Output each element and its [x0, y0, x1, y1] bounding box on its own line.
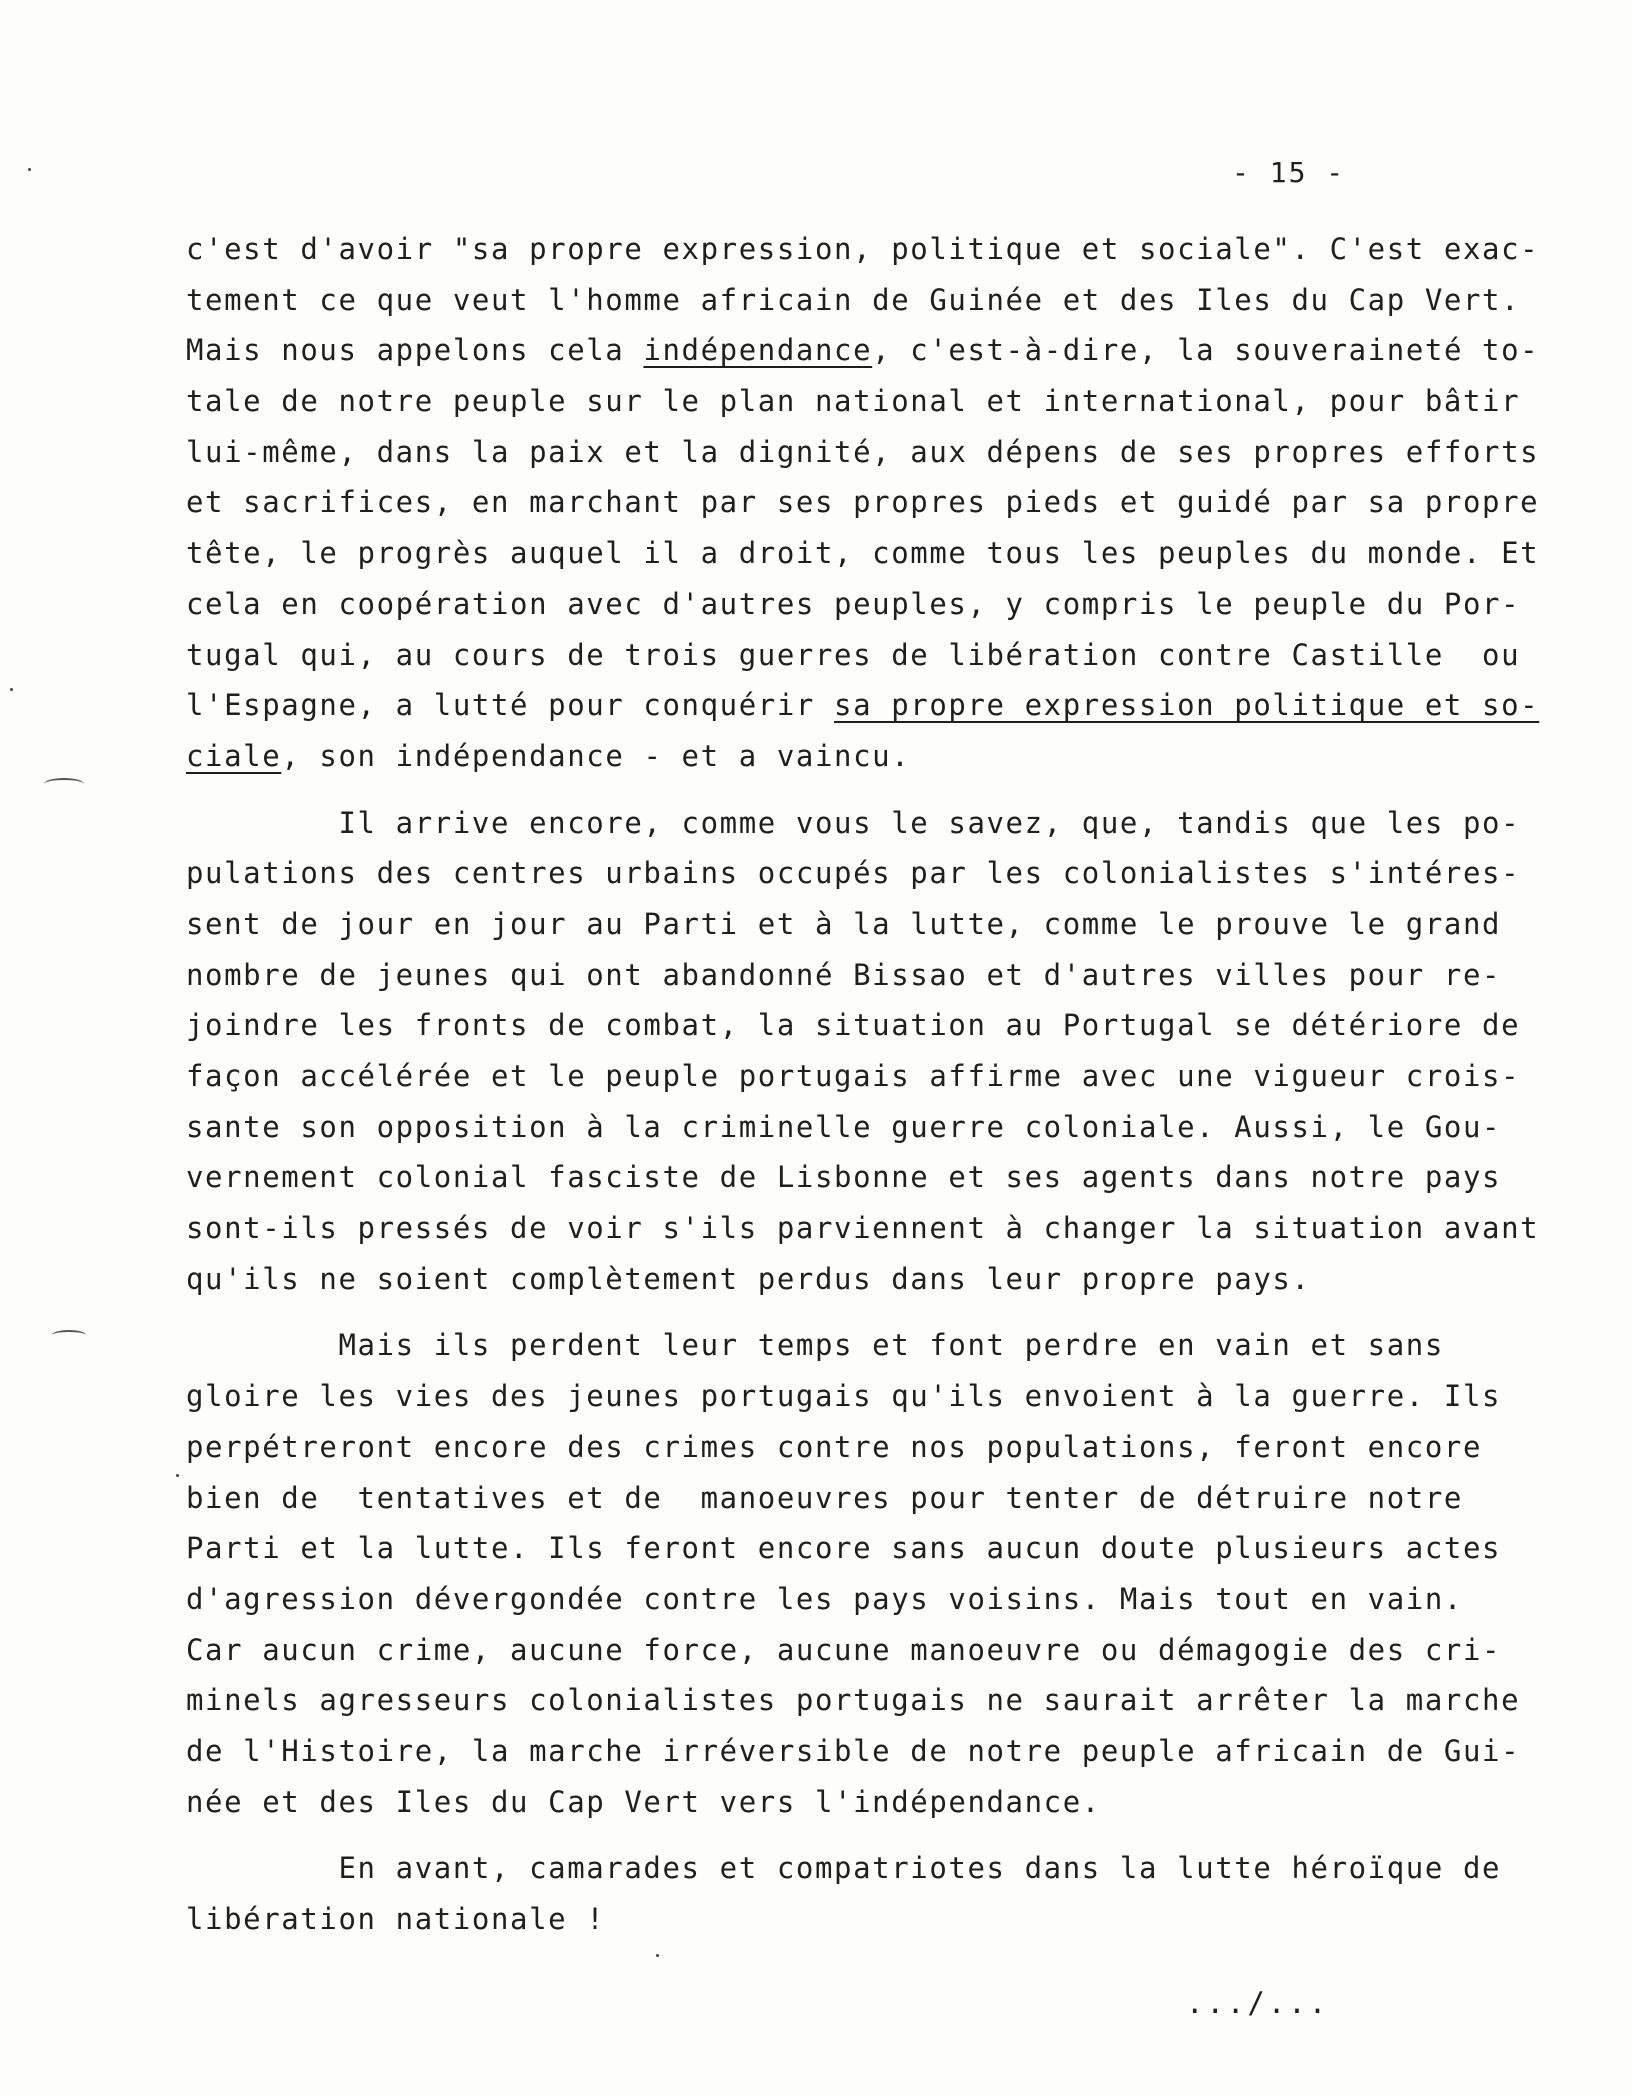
- text-line: [186, 1051, 1586, 1102]
- underlined-text: sa propre expression politique et so-: [834, 688, 1540, 723]
- text-segment: Car aucun crime, aucune force, aucune manoeuvre ou démagogie des cri-: [186, 1632, 1502, 1667]
- text-segment: libération nationale !: [186, 1902, 606, 1936]
- text-segment: façon accélérée et le peuple portugais affirme avec une vigueur crois-: [186, 1059, 1521, 1093]
- text-line: [186, 427, 1586, 478]
- text-line: [186, 224, 1586, 275]
- text-segment: et sacrifices, en marchant par ses propres pieds et guidé par sa propre: [186, 485, 1540, 520]
- text-line: [186, 1894, 1586, 1945]
- text-segment: pulations des centres urbains occupés par les colonialistes s'intéres-: [186, 856, 1521, 891]
- text-line: [186, 680, 1586, 731]
- text-segment: tugal qui, au cours de trois guerres de libération contre Castille ou: [186, 637, 1521, 672]
- paragraph: [186, 224, 1586, 782]
- text-line: [186, 899, 1586, 950]
- text-segment: joindre les fronts de combat, la situation au Portugal se détériore de: [186, 1008, 1521, 1043]
- text-segment: Mais ils perdent leur temps et font perdre en vain et sans: [186, 1328, 1444, 1363]
- body-text: [186, 224, 1586, 1945]
- text-segment: qu'ils ne soient complètement perdus dans leur propre pays.: [186, 1261, 1311, 1296]
- paragraph-gap: [186, 782, 1586, 798]
- text-line: [186, 579, 1586, 630]
- text-segment: Il arrive encore, comme vous le savez, que, tandis que les po-: [186, 805, 1521, 840]
- text-segment: Parti et la lutte. Ils feront encore sans aucun doute plusieurs actes: [186, 1531, 1502, 1566]
- text-line: [186, 376, 1586, 427]
- text-line: [186, 1843, 1586, 1894]
- text-line: [186, 477, 1586, 528]
- text-segment: née et des Iles du Cap Vert vers l'indépendance.: [186, 1784, 1101, 1819]
- scan-dot: [656, 1954, 659, 1957]
- text-line: [186, 1523, 1586, 1574]
- text-segment: , c'est-à-dire, la souveraineté to-: [872, 333, 1540, 368]
- text-segment: perpétreront encore des crimes contre nos populations, feront encore: [186, 1429, 1483, 1464]
- text-line: [186, 848, 1586, 899]
- text-line: [186, 1726, 1586, 1777]
- underlined-text: indépendance: [643, 333, 873, 368]
- text-segment: bien de tentatives et de manoeuvres pour tenter de détruire notre: [186, 1480, 1463, 1515]
- text-segment: cela en coopération avec d'autres peuples, y compris le peuple du Por-: [186, 586, 1521, 621]
- text-line: [186, 1625, 1586, 1676]
- paragraph-gap: [186, 1827, 1586, 1843]
- scan-dot: [10, 688, 13, 691]
- paragraph: [186, 1843, 1586, 1944]
- text-line: [186, 1000, 1586, 1051]
- text-line: [186, 1254, 1586, 1305]
- scan-mark: [52, 1330, 86, 1340]
- text-line: [186, 1777, 1586, 1828]
- text-line: [186, 528, 1586, 579]
- text-segment: sont-ils pressés de voir s'ils parviennent à changer la situation avant: [186, 1211, 1540, 1246]
- text-line: [186, 275, 1586, 326]
- page-number: - 15 -: [1232, 156, 1346, 189]
- text-line: [186, 1203, 1586, 1254]
- scan-dot: [28, 168, 31, 171]
- text-segment: d'agression dévergondée contre les pays voisins. Mais tout en vain.: [186, 1581, 1463, 1616]
- text-segment: vernement colonial fasciste de Lisbonne et ses agents dans notre pays: [186, 1160, 1502, 1195]
- text-segment: sante son opposition à la criminelle guerre coloniale. Aussi, le Gou-: [186, 1109, 1502, 1144]
- paragraph-gap: [186, 1304, 1586, 1320]
- text-line: [186, 1574, 1586, 1625]
- text-line: [186, 1675, 1586, 1726]
- text-segment: tement ce que veut l'homme africain de Guinée et des Iles du Cap Vert.: [186, 282, 1521, 317]
- text-line: [186, 1422, 1586, 1473]
- text-segment: , son indépendance - et a vaincu.: [281, 738, 911, 773]
- paragraph: [186, 798, 1586, 1305]
- text-segment: En avant, camarades et compatriotes dans la lutte héroïque de: [186, 1851, 1502, 1886]
- text-segment: c'est d'avoir "sa propre expression, politique et sociale". C'est exac-: [186, 232, 1540, 266]
- scan-mark: [44, 778, 84, 790]
- text-line: [186, 1320, 1586, 1371]
- text-segment: gloire les vies des jeunes portugais qu'ils envoient à la guerre. Ils: [186, 1379, 1502, 1414]
- text-line: [186, 1152, 1586, 1203]
- text-segment: minels agresseurs colonialistes portugais ne saurait arrêter la marche: [186, 1683, 1521, 1718]
- text-segment: tale de notre peuple sur le plan national et international, pour bâtir: [186, 384, 1521, 419]
- text-segment: nombre de jeunes qui ont abandonné Bissao et d'autres villes pour re-: [186, 957, 1502, 992]
- text-segment: lui-même, dans la paix et la dignité, aux dépens de ses propres efforts: [186, 434, 1540, 469]
- text-segment: Mais nous appelons cela: [186, 333, 644, 368]
- text-line: [186, 798, 1586, 849]
- text-line: [186, 950, 1586, 1001]
- text-line: [186, 325, 1586, 376]
- text-line: [186, 731, 1586, 782]
- underlined-text: ciale: [186, 738, 282, 773]
- text-segment: tête, le progrès auquel il a droit, comme tous les peuples du monde. Et: [186, 536, 1540, 571]
- text-segment: sent de jour en jour au Parti et à la lutte, comme le prouve le grand: [186, 906, 1502, 941]
- text-segment: l'Espagne, a lutté pour conquérir: [186, 688, 835, 723]
- text-line: [186, 1102, 1586, 1153]
- paragraph: [186, 1320, 1586, 1827]
- text-line: [186, 1371, 1586, 1422]
- scan-dot: [176, 1474, 179, 1477]
- text-line: [186, 630, 1586, 681]
- continuation-mark: .../...: [1186, 1986, 1330, 2020]
- text-segment: de l'Histoire, la marche irréversible de notre peuple africain de Gui-: [186, 1733, 1521, 1768]
- text-line: [186, 1473, 1586, 1524]
